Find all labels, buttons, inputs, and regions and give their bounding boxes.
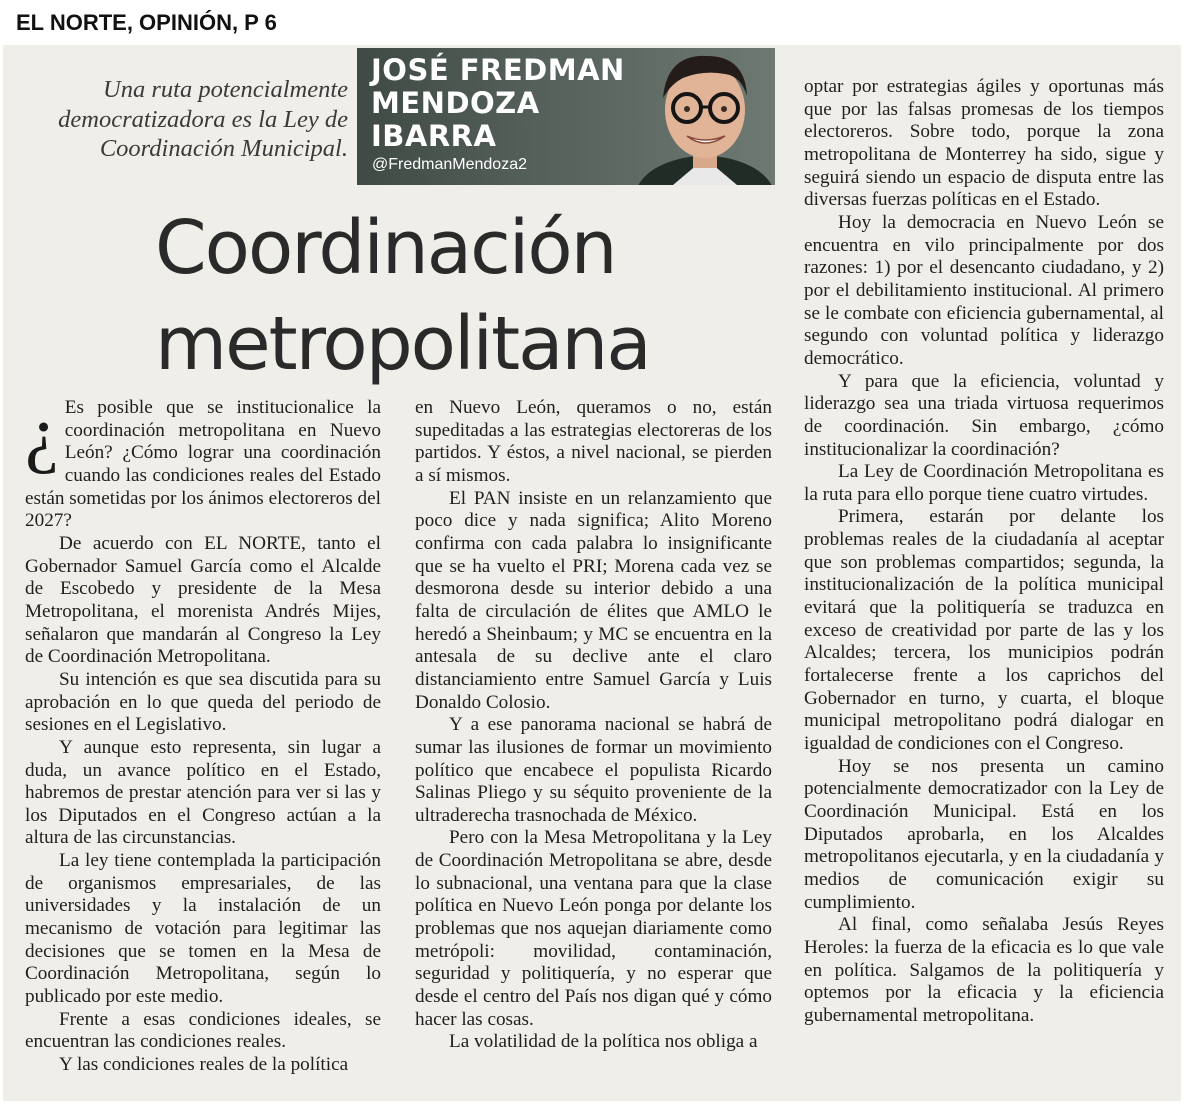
paragraph: Primera, estarán por delante los problemas reales de la ciudadanía al aceptar que son problemas compartidos; segunda, la institucionalización de la política municipal evitará que la politiquería se traduzca en exceso de creatividad por parte de las y los Alcaldes; tercera, los municipios podrán fortalecerse frente a los caprichos del Gobernador en turno, y cuarta, el bloque municipal metropolitano podrá dialogar en igualdad de condiciones con el Congreso. bbox=[804, 506, 1164, 755]
paragraph: Su intención es que sea discutida para su aprobación en lo que queda del periodo de sesiones en el Legislativo. bbox=[25, 668, 381, 736]
paragraph: Y las condiciones reales de la política bbox=[59, 1054, 349, 1076]
paragraph: Frente a esas condiciones ideales, se encuentran las condiciones reales. bbox=[25, 1008, 381, 1053]
paragraph: Hoy la democracia en Nuevo León se encuentra en vilo principalmente por dos razones: 1) por el desencanto ciudadano, y 2) por el debilitamiento institucional. Al primero se le combate con eficiencia gubernamental, al segundo con voluntad política y liderazgo democrático. bbox=[804, 211, 1164, 369]
article-column-2 bbox=[415, 397, 772, 1054]
article-column-3 bbox=[804, 76, 1164, 1028]
source-label: EL NORTE, OPINIÓN, P 6 bbox=[16, 10, 277, 35]
author-handle: @FredmanMendoza2 bbox=[372, 156, 527, 173]
headline: Coordinación metropolitana bbox=[155, 205, 650, 387]
paragraph: optar por estrategias ágiles y oportunas más que por las falsas promesas de los tiempos electoreros. Sobre todo, porque la zona metropolitana de Monterrey ha sido, sigue y seguirá siendo un espacio de disputa entre las diversas fuerzas políticas en el Estado. bbox=[804, 76, 1164, 211]
paragraph: Al final, como señalaba Jesús Reyes Heroles: la fuerza de la eficacia es lo que vale en política. Salgamos de la politiquería y optemos por la eficacia y la eficiencia gubernamental metropolitana. bbox=[804, 914, 1164, 1026]
author-name-line: MENDOZA bbox=[371, 86, 540, 120]
paragraph: en Nuevo León, queramos o no, están supeditadas a las estrategias electoreras de los partidos. Y éstos, a nivel nacional, se pierden a sí mismos. bbox=[415, 397, 772, 486]
author-portrait bbox=[633, 48, 775, 185]
article-column-1 bbox=[25, 391, 381, 1077]
paragraph: La volatilidad de la política nos obliga a bbox=[449, 1031, 758, 1053]
paragraph: La ley tiene contemplada la participación de organismos empresariales, de las universidades y la instalación de un mecanismo de votación para legitimar las decisiones que se tomen en la Mesa de Coordinación Metropolitana, según lo publicado por este medio. bbox=[25, 850, 381, 1008]
paragraph: La Ley de Coordinación Metropolitana es la ruta para ello porque tiene cuatro virtudes. bbox=[804, 461, 1164, 505]
paragraph: De acuerdo con EL NORTE, tanto el Gobernador Samuel García como el Alcalde de Escobedo y presidente de la Mesa Metropolitana, el morenista Andrés Mijes, señalaron que mandarán al Congreso la Ley de Coordinación Metropolitana. bbox=[25, 532, 381, 668]
paragraph: Hoy se nos presenta un camino potencialmente democratizador con la Ley de Coordinación Municipal. Está en los Diputados aprobarla, en los Alcaldes metropolitanos ejecutarla, y en la ciudadanía y medios de comunicación exigir su cumplimiento. bbox=[804, 755, 1164, 913]
author-name bbox=[371, 54, 641, 153]
paragraph bbox=[25, 391, 381, 533]
drop-cap: ¿ bbox=[25, 391, 59, 475]
pull-quote: Una ruta potencialmente democratizadora es la Ley de Coordinación Municipal. bbox=[58, 76, 348, 162]
author-byline-banner bbox=[357, 48, 775, 185]
author-name-line: JOSÉ FREDMAN bbox=[371, 53, 625, 87]
newspaper-clipping bbox=[3, 45, 1181, 1101]
paragraph: Y para que la eficiencia, voluntad y liderazgo sea una triada virtuosa requerimos de coordinación. Sin embargo, ¿cómo institucionalizar la coordinación? bbox=[804, 370, 1164, 460]
paragraph: El PAN insiste en un relanzamiento que poco dice y nada significa; Alito Moreno confirma con cada palabra lo insignificante que se ha vuelto el PRI; Morena cada vez se desmorona desde su interior debido a una falta de circulación de élites que AMLO le heredó a Sheinbaum; y MC se encuentra en la antesala de su declive ante el claro distanciamiento entre Samuel García y Luis Donaldo Colosio. bbox=[415, 487, 772, 713]
paragraph: Y aunque esto representa, sin lugar a duda, un avance político en el Estado, habremos de prestar atención para ver si las y los Diputados en el Congreso actúan a la altura de las circunstancias. bbox=[25, 736, 381, 849]
author-name-line: IBARRA bbox=[371, 119, 497, 153]
paragraph: Pero con la Mesa Metropolitana y la Ley de Coordinación Metropolitana se abre, desde lo subnacional, una ventana para que la clase política en Nuevo León ponga por delante los problemas que nos aquejan diariamente como metrópoli: movilidad, contaminación, seguridad y politiquería, y no esperar que desde el centro del País nos digan qué y cómo hacer las cosas. bbox=[415, 827, 772, 1030]
paragraph: Y a ese panorama nacional se habrá de sumar las ilusiones de formar un movimiento político que encabece el populista Ricardo Salinas Pliego y su séquito proveniente de la ultraderecha trasnochada de México. bbox=[415, 714, 772, 826]
paragraph-text: Es posible que se institucionalice la coordinación metropolitana en Nuevo León? ¿Cómo lograr una coordinación cuando las condiciones reales del Estado están sometidas por los ánimos electoreros del 2027? bbox=[25, 397, 381, 532]
